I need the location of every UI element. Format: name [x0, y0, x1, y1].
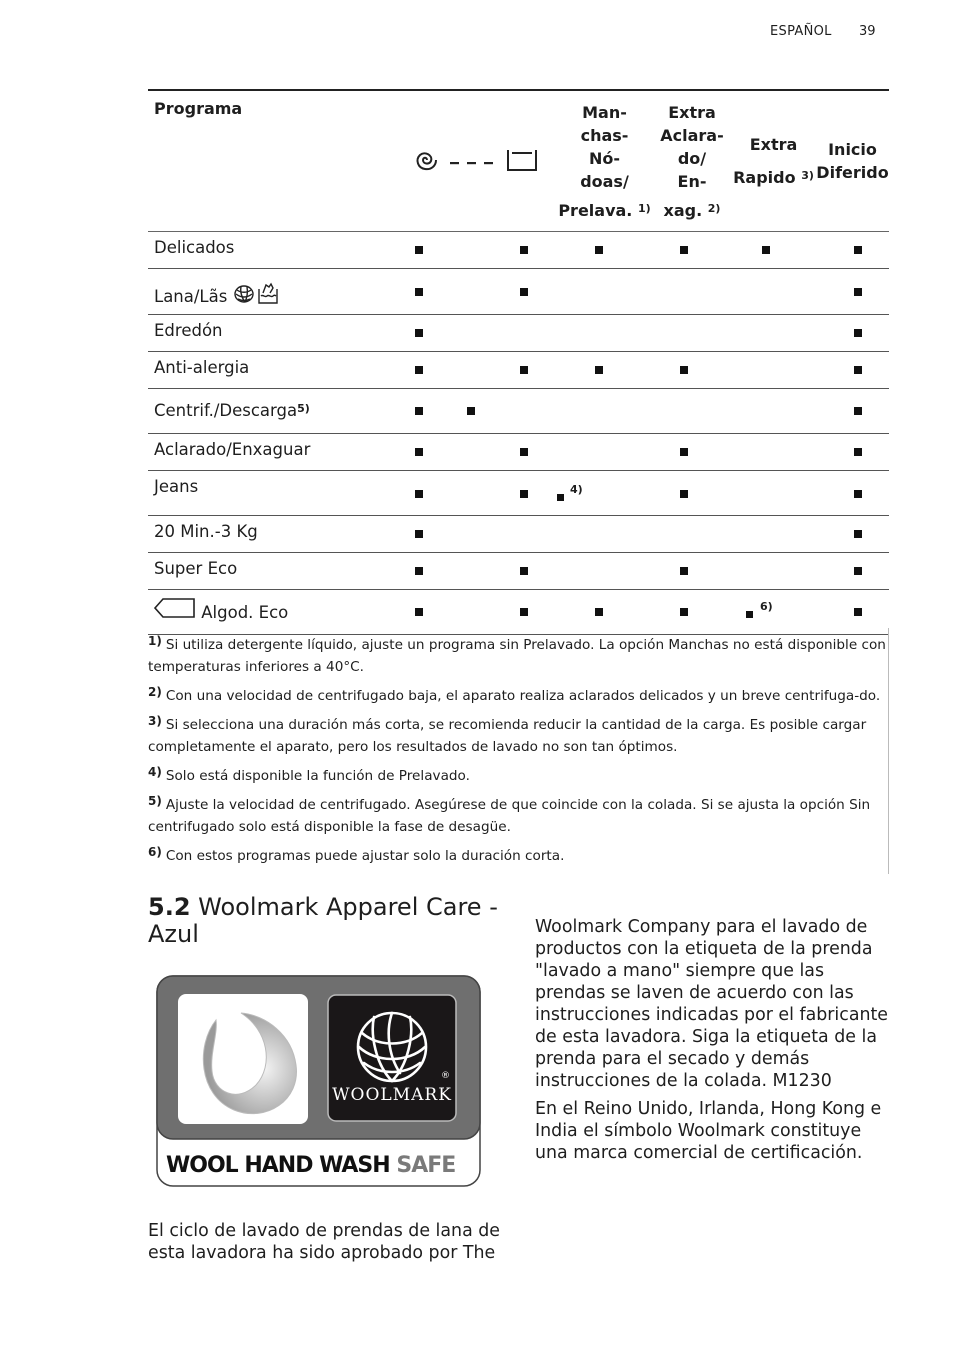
- mark-cell: [653, 553, 731, 590]
- mark-cell: [731, 389, 816, 434]
- mark-cell: [653, 516, 731, 553]
- supported-mark: [854, 246, 862, 254]
- section-title-text: Woolmark Apparel Care - Azul: [148, 893, 498, 948]
- program-name: Anti-alergia: [148, 352, 401, 389]
- program-name: Edredón: [148, 315, 401, 352]
- supported-mark: [854, 448, 862, 456]
- supported-mark: [762, 246, 770, 254]
- mark-cell: [731, 590, 816, 635]
- mark-cell: [401, 434, 461, 471]
- rinse-hold-dashes-icon: [450, 162, 493, 164]
- mark-cell: [731, 434, 816, 471]
- mark-cell: [731, 352, 816, 389]
- extra-quick-label-2: Rapido: [733, 168, 796, 187]
- mark-cell: [816, 315, 889, 352]
- supported-mark: [415, 246, 423, 254]
- table-row: [148, 389, 889, 434]
- mark-cell: [816, 590, 889, 635]
- mark-cell: [514, 471, 556, 516]
- spin-spiral-icon: [418, 153, 436, 169]
- program-name: Lana/Lãs: [154, 287, 228, 306]
- mark-cell: [401, 516, 461, 553]
- mark-cell: [401, 590, 461, 635]
- program-name: Jeans: [148, 471, 401, 516]
- mark-cell: [401, 232, 461, 269]
- mark-cell: [461, 471, 514, 516]
- program-header: Programa: [148, 90, 401, 232]
- supported-mark: [680, 366, 688, 374]
- footnote: 6) Con estos programas puede ajustar solo la duración corta.: [148, 845, 565, 864]
- footnote: 2) Con una velocidad de centrifugado baja, el aparato realiza aclarados delicados y un breve centrifuga-do.: [148, 685, 881, 704]
- supported-mark: [746, 611, 753, 618]
- supported-mark: [415, 530, 423, 538]
- table-row: [148, 315, 889, 352]
- mark-cell: [653, 434, 731, 471]
- mark-cell: [556, 269, 653, 315]
- footnote: 3) Si selecciona una duración más corta, se recomienda reducir la cantidad de la carga. Es posible cargar completamente el aparato, pero los resultados de lavado no son tan óptimos.: [148, 714, 867, 755]
- mark-cell: [731, 471, 816, 516]
- woolmark-paragraph-right-1: Woolmark Company para el lavado de productos con la etiqueta de la prenda "lavado a mano" siempre que las prendas se laven de acuerdo con las instrucciones indicadas por el fabricante de esta lavadora. Siga la etiqueta de la prenda para el secado y demás instrucciones de la colada. M1230: [535, 917, 889, 1091]
- program-table: [148, 89, 889, 635]
- extra-quick-label-1: Extra: [749, 135, 798, 154]
- program-name: Algod. Eco: [201, 603, 289, 622]
- mark-cell: [514, 434, 556, 471]
- mark-cell: [556, 590, 653, 635]
- stains-label-4: doas/: [580, 171, 629, 191]
- mark-cell: [653, 315, 731, 352]
- footnote: 1) Si utiliza detergente líquido, ajuste un programa sin Prelavado. La opción Manchas no está disponible con temperaturas inferiores a 40°C.: [148, 634, 886, 675]
- mark-cell: [653, 269, 731, 315]
- mark-cell: [556, 516, 653, 553]
- mark-cell: [556, 471, 653, 516]
- mark-cell: [816, 269, 889, 315]
- page-number: 39: [859, 24, 876, 39]
- table-row: [148, 352, 889, 389]
- mark-cell: [514, 389, 556, 434]
- mark-cell: [653, 389, 731, 434]
- supported-mark: [854, 288, 862, 296]
- extra-quick-footnote: 3): [801, 169, 814, 182]
- stains-label-5: Prelava.: [558, 200, 633, 220]
- program-name-cell: [148, 389, 401, 434]
- mark-cell: [514, 516, 556, 553]
- footnote: 5) Ajuste la velocidad de centrifugado. Asegúrese de que coincide con la colada. Si se ajusta la opción Sin centrifugado solo está disponible la fase de desagüe.: [148, 794, 871, 835]
- supported-mark: [595, 246, 603, 254]
- mark-cell: [401, 471, 461, 516]
- supported-mark: [415, 448, 423, 456]
- mark-cell: [401, 553, 461, 590]
- supported-mark: [557, 494, 564, 501]
- mark-footnote: 4): [570, 483, 583, 496]
- mark-footnote: 6): [760, 600, 773, 613]
- extra-rinse-label-2: Aclara-: [660, 125, 724, 145]
- supported-mark: [680, 246, 688, 254]
- stains-header: [556, 90, 653, 232]
- woolmark-paragraph-right-2: En el Reino Unido, Irlanda, Hong Kong e India el símbolo Woolmark constituye una marca comercial de certificación.: [535, 1099, 882, 1163]
- supported-mark: [854, 608, 862, 616]
- mark-cell: [653, 352, 731, 389]
- extra-rinse-label-3: do/: [677, 148, 707, 168]
- mark-cell: [556, 434, 653, 471]
- registered-mark: ®: [441, 1071, 450, 1081]
- mark-cell: [461, 352, 514, 389]
- table-header-row: [148, 90, 889, 232]
- mark-cell: [461, 232, 514, 269]
- stains-label-3: Nó-: [588, 148, 621, 168]
- logo-caption-accent: SAFE: [396, 1153, 456, 1178]
- tub-icon: [508, 150, 536, 170]
- supported-mark: [415, 329, 423, 337]
- option-icons-header: [401, 90, 556, 232]
- supported-mark: [854, 530, 862, 538]
- mark-cell: [514, 269, 556, 315]
- supported-mark: [595, 366, 603, 374]
- supported-mark: [520, 288, 528, 296]
- logo-caption: [166, 1153, 455, 1178]
- section-title: [148, 894, 508, 948]
- mark-cell: [401, 352, 461, 389]
- mark-cell: [556, 232, 653, 269]
- mark-cell: [816, 232, 889, 269]
- supported-mark: [520, 366, 528, 374]
- mark-cell: [731, 553, 816, 590]
- program-name: Aclarado/Enxaguar: [148, 434, 401, 471]
- supported-mark: [415, 407, 423, 415]
- mark-cell: [556, 315, 653, 352]
- mark-cell: [731, 269, 816, 315]
- mark-cell: [816, 553, 889, 590]
- supported-mark: [680, 567, 688, 575]
- mark-cell: [461, 389, 514, 434]
- woolmark-paragraph-left: El ciclo de lavado de prendas de lana de esta lavadora ha sido aprobado por The: [148, 1221, 500, 1263]
- mark-cell: [514, 590, 556, 635]
- mark-cell: [731, 516, 816, 553]
- mark-cell: [653, 232, 731, 269]
- supported-mark: [854, 490, 862, 498]
- program-name-cell: [148, 269, 401, 315]
- table-row: [148, 434, 889, 471]
- hand-wash-icon: [259, 284, 277, 303]
- table-row: [148, 590, 889, 635]
- mark-cell: [461, 315, 514, 352]
- mark-cell: [731, 315, 816, 352]
- eco-tag-icon: [155, 599, 194, 617]
- mark-cell: [653, 590, 731, 635]
- extra-rinse-label-1: Extra: [668, 102, 716, 122]
- extra-quick-header: [731, 90, 816, 232]
- program-name: Centrif./Descarga: [154, 401, 298, 420]
- footnote: 4) Solo está disponible la función de Prelavado.: [148, 765, 470, 784]
- section-number: 5.2: [148, 893, 191, 921]
- woolmark-logo: [156, 975, 481, 1187]
- mark-cell: [816, 389, 889, 434]
- mark-cell: [401, 315, 461, 352]
- supported-mark: [415, 490, 423, 498]
- supported-mark: [854, 407, 862, 415]
- mark-cell: [556, 352, 653, 389]
- supported-mark: [415, 567, 423, 575]
- mark-cell: [816, 516, 889, 553]
- program-name: Delicados: [148, 232, 401, 269]
- program-name: Super Eco: [148, 553, 401, 590]
- supported-mark: [520, 448, 528, 456]
- mark-cell: [653, 471, 731, 516]
- table-row: [148, 553, 889, 590]
- supported-mark: [520, 246, 528, 254]
- table-footnotes: [148, 630, 889, 870]
- mark-cell: [816, 471, 889, 516]
- stains-label-1: Man-: [582, 102, 627, 122]
- supported-mark: [520, 490, 528, 498]
- table-row: [148, 232, 889, 269]
- table-row: [148, 269, 889, 315]
- program-name-cell: [148, 590, 401, 635]
- extra-rinse-label-4: En-: [677, 171, 707, 191]
- mark-cell: [556, 389, 653, 434]
- stains-label-2: chas-: [580, 125, 629, 145]
- supported-mark: [520, 567, 528, 575]
- supported-mark: [520, 608, 528, 616]
- mark-cell: [461, 434, 514, 471]
- supported-mark: [595, 608, 603, 616]
- mark-cell: [461, 553, 514, 590]
- supported-mark: [467, 407, 475, 415]
- mark-cell: [401, 389, 461, 434]
- extra-rinse-footnote: 2): [707, 201, 721, 215]
- mark-cell: [556, 553, 653, 590]
- extra-rinse-label-5: xag.: [663, 200, 703, 220]
- extra-rinse-header: [653, 90, 731, 232]
- mark-cell: [514, 232, 556, 269]
- mark-cell: [461, 516, 514, 553]
- mark-cell: [816, 352, 889, 389]
- mark-cell: [401, 269, 461, 315]
- logo-caption-main: WOOL HAND WASH: [166, 1153, 390, 1178]
- mark-cell: [514, 352, 556, 389]
- mark-cell: [816, 434, 889, 471]
- delay-start-label-1: Inicio: [828, 140, 877, 159]
- supported-mark: [854, 329, 862, 337]
- mark-cell: [731, 232, 816, 269]
- header-language: ESPAÑOL: [770, 24, 832, 39]
- mark-cell: [514, 315, 556, 352]
- supported-mark: [854, 567, 862, 575]
- supported-mark: [680, 608, 688, 616]
- delay-start-label-2: Diferido: [816, 163, 889, 182]
- supported-mark: [415, 608, 423, 616]
- wool-icon: [235, 286, 253, 302]
- supported-mark: [680, 448, 688, 456]
- stains-footnote: 1): [637, 201, 651, 215]
- supported-mark: [680, 490, 688, 498]
- woolmark-wordmark: WOOLMARK: [332, 1085, 452, 1105]
- table-row: [148, 471, 889, 516]
- table-row: [148, 516, 889, 553]
- program-name: 20 Min.-3 Kg: [148, 516, 401, 553]
- program-footnote: 5): [297, 402, 310, 415]
- supported-mark: [854, 366, 862, 374]
- mark-cell: [461, 590, 514, 635]
- delay-start-header: [816, 90, 889, 232]
- mark-cell: [514, 553, 556, 590]
- supported-mark: [415, 288, 423, 296]
- supported-mark: [415, 366, 423, 374]
- mark-cell: [461, 269, 514, 315]
